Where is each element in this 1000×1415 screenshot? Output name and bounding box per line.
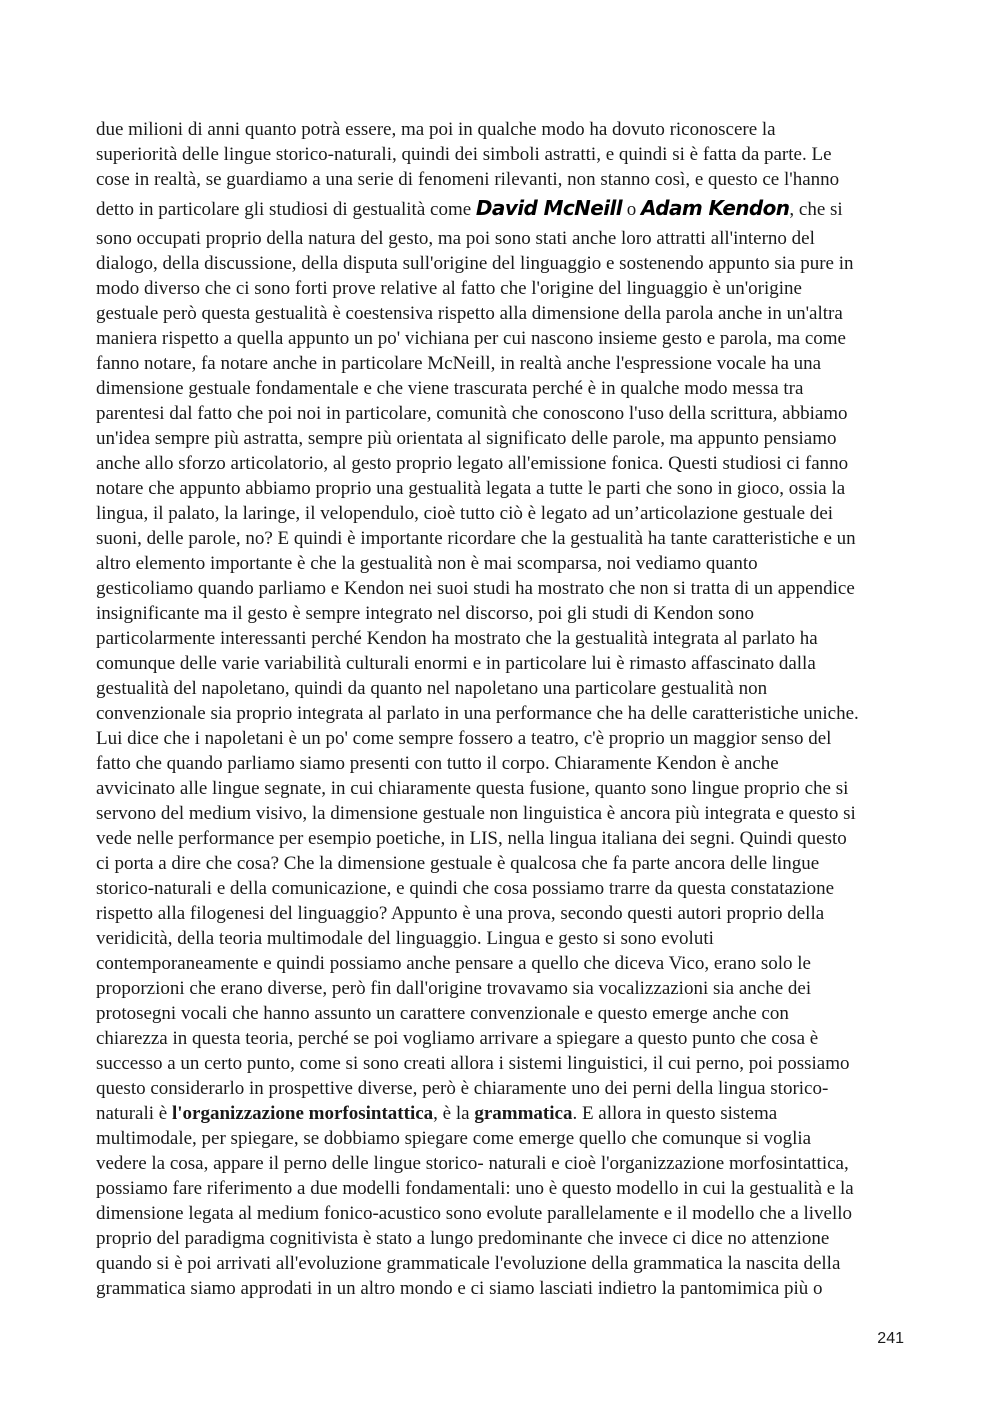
text-line: multimodale, per spiegare, se dobbiamo spiegare come emerge quello che comunque si voglia [96,1128,812,1149]
text-line: convenzionale sia proprio integrata al parlato in una performance che ha delle caratteristiche uniche. [96,703,859,724]
text-line: storico-naturali e della comunicazione, e quindi che cosa possiamo trarre da questa constatazione [96,878,835,899]
text-line: rispetto alla filogenesi del linguaggio? Appunto è una prova, secondo questi autori proprio della [96,903,825,924]
text-run: , che si [789,199,843,220]
body-text [96,117,904,1301]
text-line: veridicità, della teoria multimodale del linguaggio. Lingua e gesto si sono evoluti [96,928,714,949]
text-line: particolarmente interessanti perché Kendon ha mostrato che la gestualità integrata al parlato ha [96,628,818,649]
text-line: proprio del paradigma cognitivista è stato a lungo predominante che invece ci dice no attenzione [96,1228,830,1249]
text-line: comunque delle varie variabilità culturali enormi e in particolare lui è rimasto affascinato dalla [96,653,816,674]
text-line: dialogo, della discussione, della disputa sull'origine del linguaggio e sostenendo appunto sia pure in [96,253,854,274]
bold-term-organizzazione-morfosintattica: l'organizzazione morfosintattica [171,1103,434,1124]
text-line: suoni, delle parole, no? E quindi è importante ricordare che la gestualità ha tante caratteristiche e un [96,528,856,549]
text-line: superiorità delle lingue storico-naturali, quindi dei simboli astratti, e quindi si è fatta da parte. Le [96,144,832,165]
text-line: ci porta a dire che cosa? Che la dimensione gestuale è qualcosa che fa parte ancora delle lingue [96,853,820,874]
text-line: notare che appunto abbiamo proprio una gestualità legata a tutte le parti che sono in gioco, ossia la [96,478,846,499]
text-line: successo a un certo punto, come si sono creati allora i sistemi linguistici, il cui perno, poi possiamo [96,1053,850,1074]
text-line: gesticoliamo quando parliamo e Kendon nei suoi studi ha mostrato che non si tratta di un appendice [96,578,855,599]
text-line: insignificante ma il gesto è sempre integrato nel discorso, poi gli studi di Kendon sono [96,603,755,624]
text-line: servono del medium visivo, la dimensione gestuale non linguistica è ancora più integrata e questo si [96,803,856,824]
text-line: questo considerarlo in prospettive diverse, però è chiaramente uno dei perni della lingua storico- [96,1078,829,1099]
text-line: vedere la cosa, appare il perno delle lingue storico- naturali e cioè l'organizzazione morfosintattica, [96,1153,849,1174]
text-line: dimensione legata al medium fonico-acustico sono evolute parallelamente e il modello che a livello [96,1203,853,1224]
text-line: Lui dice che i napoletani è un po' come sempre fossero a teatro, c'è proprio un maggior senso del [96,728,832,749]
text-line: due milioni di anni quanto potrà essere, ma poi in qualche modo ha dovuto riconoscere la [96,119,776,140]
text-line: fanno notare, fa notare anche in particolare McNeill, in realtà anche l'espressione vocale ha una [96,353,822,374]
bold-term-grammatica: grammatica [474,1103,573,1124]
text-line: vede nelle performance per esempio poetiche, in LIS, nella lingua italiana dei segni. Quindi questo [96,828,847,849]
text-line: modo diverso che ci sono forti prove relative al fatto che l'origine del linguaggio è un'origine [96,278,802,299]
text-line: chiarezza in questa teoria, perché se poi vogliamo arrivare a spiegare a questo punto che cosa è [96,1028,819,1049]
name-adam-kendon: Adam Kendon [641,196,790,220]
text-line: cose in realtà, se guardiamo a una serie di fenomeni rilevanti, non stanno così, e questo ce l'hanno [96,169,840,190]
text-run: o [622,199,642,220]
text-run: , è la [433,1103,475,1124]
text-line: avvicinato alle lingue segnate, in cui chiaramente questa fusione, quanto sono lingue proprio che si [96,778,849,799]
text-line: grammatica siamo approdati in un altro mondo e ci siamo lasciati indietro la pantomimica più o [96,1278,823,1299]
text-line: fatto che quando parliamo siamo presenti con tutto il corpo. Chiaramente Kendon è anche [96,753,779,774]
text-line: sono occupati proprio della natura del gesto, ma poi sono stati anche loro attratti all'interno del [96,228,815,249]
text-run: naturali è [96,1103,172,1124]
text-line: parentesi dal fatto che poi noi in particolare, comunità che conoscono l'uso della scrittura, abbiamo [96,403,848,424]
text-line: lingua, il palato, la laringe, il velopendulo, cioè tutto ciò è legato ad un’articolazione gestuale dei [96,503,834,524]
text-line: gestuale però questa gestualità è coestensiva rispetto alla dimensione della parola anche in un'altra [96,303,843,324]
name-david-mcneill: David McNeill [475,196,623,220]
text-line: dimensione gestuale fondamentale e che viene trascurata perché è in qualche modo messa tra [96,378,804,399]
text-line: quando si è poi arrivati all'evoluzione grammaticale l'evoluzione della grammatica la nascita della [96,1253,841,1274]
text-line-with-names [96,192,904,226]
text-line: contemporaneamente e quindi possiamo anche pensare a quello che diceva Vico, erano solo le [96,953,811,974]
text-line: altro elemento importante è che la gestualità non è mai scomparsa, noi vediamo quanto [96,553,758,574]
text-line: protosegni vocali che hanno assunto un carattere convenzionale e questo emerge anche con [96,1003,789,1024]
text-run: . E allora in questo sistema [572,1103,778,1124]
page-number: 241 [877,1330,904,1347]
text-line-with-bold [96,1101,904,1126]
text-run: detto in particolare gli studiosi di gestualità come [96,199,476,220]
text-line: un'idea sempre più astratta, sempre più orientata al significato delle parole, ma appunto pensiamo [96,428,837,449]
text-line: proporzioni che erano diverse, però fin dall'origine trovavamo sia vocalizzazioni sia anche dei [96,978,812,999]
text-line: possiamo fare riferimento a due modelli fondamentali: uno è questo modello in cui la gestualità e la [96,1178,854,1199]
text-line: gestualità del napoletano, quindi da quanto nel napoletano una particolare gestualità non [96,678,768,699]
text-line: maniera rispetto a quella appunto un po' vichiana per cui nascono insieme gesto e parola, ma come [96,328,846,349]
text-line: anche allo sforzo articolatorio, al gesto proprio legato all'emissione fonica. Questi studiosi ci fanno [96,453,849,474]
